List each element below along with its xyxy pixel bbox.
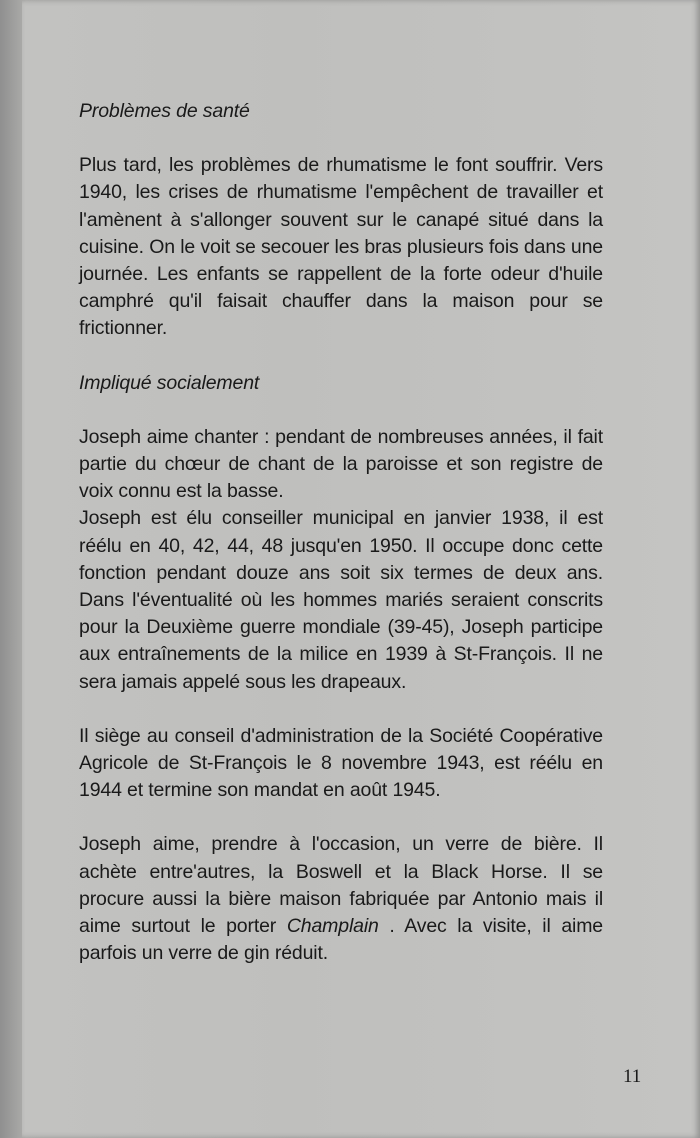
spacer <box>79 696 603 723</box>
paragraph-council: Joseph est élu conseiller municipal en janvier 1938, il est réélu en 40, 42, 44, 48 jusqu'en 1950. Il occupe donc cette fonction pendant douze ans soit six termes de deux ans. Dans l'éventualité où les hommes mariés seraient conscrits pour la Deuxième guerre mondiale (39-45), Joseph participe aux entraînements de la milice en 1939 à St-François. Il ne sera jamais appelé sous les drapeaux. <box>79 507 603 693</box>
paragraph-beer-text-start: Joseph aime, prendre à l'occasion, un verre de bière. Il achète entre'autres, la Boswell et la Black Horse. Il se procure aussi la bière maison fabriquée par Antonio mais il aime surtout le porter <box>79 833 603 938</box>
paragraph-singing: Joseph aime chanter : pendant de nombreuses années, il fait partie du chœur de chant de la paroisse et son registre de voix connu est la basse. <box>79 425 603 503</box>
page-number: 11 <box>623 1066 642 1087</box>
spacer <box>79 343 603 370</box>
spacer <box>79 397 603 424</box>
spacer <box>79 125 603 152</box>
paragraph-beer <box>79 831 603 967</box>
spacer <box>79 804 603 831</box>
paragraph-health: Plus tard, les problèmes de rhumatisme le font souffrir. Vers 1940, les crises de rhumatisme l'empêchent de travailler et l'amènent à s'allonger souvent sur le canapé situé dans la cuisine. On le voit se secouer les bras plusieurs fois dans une journée. Les enfants se rappellent de la forte odeur d'huile camphré qu'il faisait chauffer dans la maison pour se frictionner. <box>79 154 603 340</box>
paragraph-cooperative: Il siège au conseil d'administration de la Société Coopérative Agricole de St-François le 8 novembre 1943, est réélu en 1944 et termine son mandat en août 1945. <box>79 724 603 802</box>
section-heading-health: Problèmes de santé <box>79 100 250 122</box>
page-content <box>79 98 603 967</box>
book-page <box>22 0 700 1138</box>
paragraph-beer-text-end: . Avec la visite, il aime parfois un verre de gin réduit. <box>79 915 604 965</box>
champlain-emphasis: Champlain <box>286 915 379 938</box>
book-gutter <box>0 0 22 1138</box>
section-heading-social: Impliqué socialement <box>79 371 260 394</box>
